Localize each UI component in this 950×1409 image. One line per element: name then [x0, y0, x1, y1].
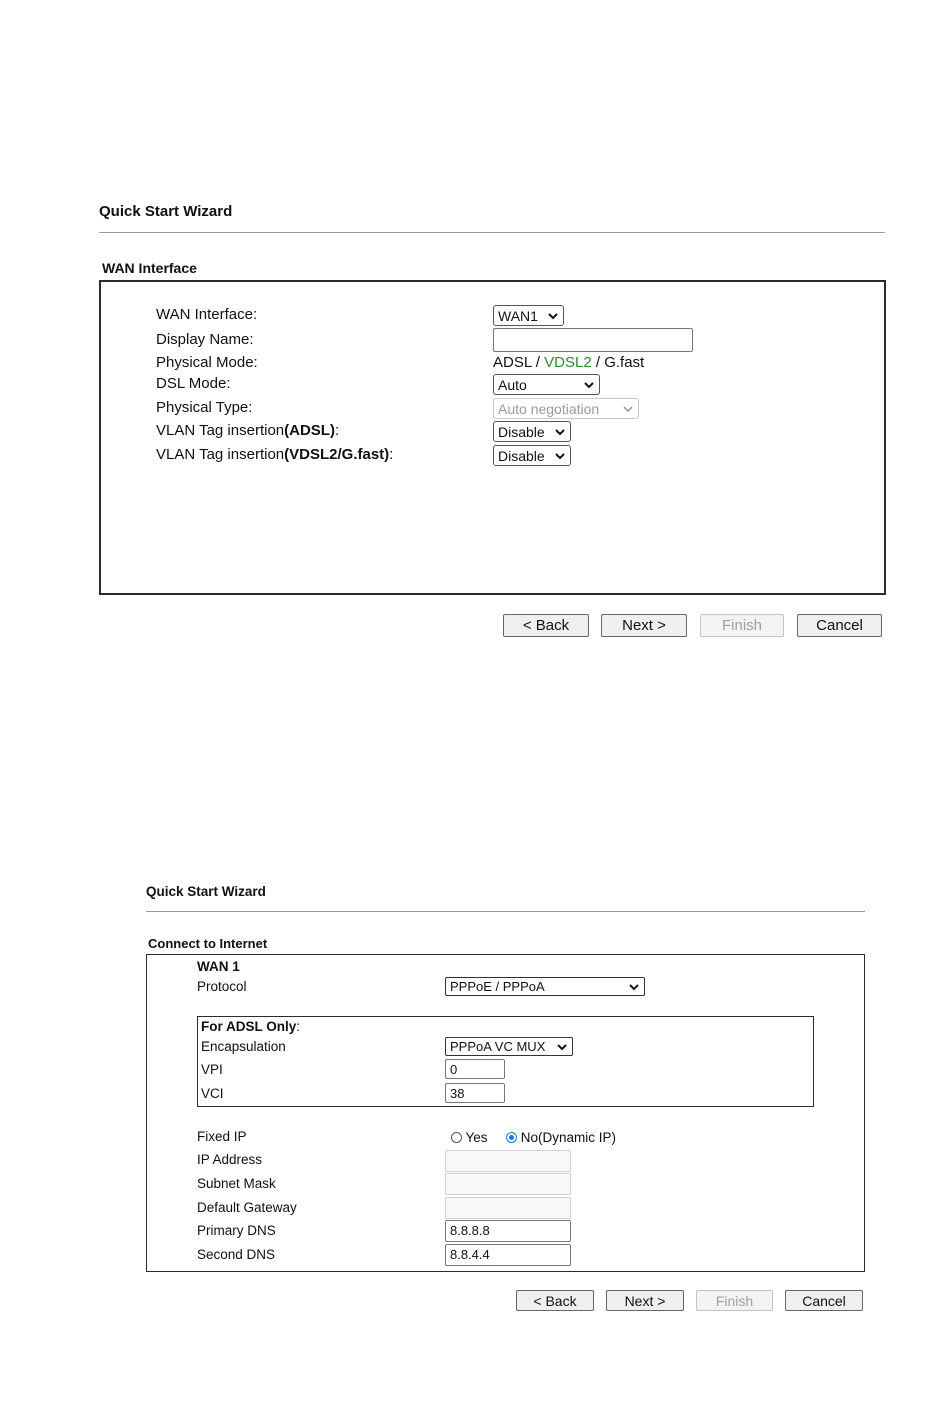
fixed-ip-yes-option[interactable]: Yes	[451, 1130, 488, 1145]
protocol-label: Protocol	[197, 979, 247, 994]
vci-label: VCI	[201, 1086, 224, 1101]
back-button[interactable]: < Back	[503, 614, 589, 637]
subnet-mask-label: Subnet Mask	[197, 1176, 276, 1191]
display-name-input[interactable]	[493, 328, 693, 352]
default-gateway-input	[445, 1197, 571, 1219]
wan-interface-select[interactable]: WAN1	[493, 305, 564, 326]
vlan-vdsl-label: VLAN Tag insertion(VDSL2/G.fast):	[156, 446, 394, 463]
subnet-mask-input	[445, 1173, 571, 1195]
vpi-label: VPI	[201, 1062, 223, 1077]
physical-mode-label: Physical Mode:	[156, 354, 258, 371]
vpi-input[interactable]: 0	[445, 1059, 505, 1079]
vci-input[interactable]: 38	[445, 1083, 505, 1103]
wan-interface-label: WAN Interface:	[156, 306, 258, 323]
chevron-down-icon	[547, 310, 559, 322]
wizard-title: Quick Start Wizard	[99, 203, 233, 220]
primary-dns-label: Primary DNS	[197, 1223, 276, 1238]
physical-mode-active: VDSL2	[544, 354, 592, 371]
chevron-down-icon	[554, 450, 566, 462]
second-dns-input[interactable]: 8.8.4.4	[445, 1244, 571, 1266]
wan1-label: WAN 1	[197, 959, 240, 974]
physical-mode-value: ADSL / VDSL2 / G.fast	[493, 354, 645, 371]
second-dns-label: Second DNS	[197, 1247, 276, 1262]
vlan-adsl-select[interactable]: Disable	[493, 421, 571, 442]
physical-type-label: Physical Type:	[156, 399, 253, 416]
fixed-ip-no-option[interactable]: No(Dynamic IP)	[506, 1130, 616, 1145]
vlan-vdsl-select[interactable]: Disable	[493, 445, 571, 466]
chevron-down-icon	[628, 981, 640, 993]
fixed-ip-label: Fixed IP	[197, 1129, 247, 1144]
chevron-down-icon	[622, 403, 634, 415]
finish-button: Finish	[700, 614, 784, 637]
chevron-down-icon	[556, 1041, 568, 1053]
primary-dns-input[interactable]: 8.8.8.8	[445, 1220, 571, 1242]
section-title-wan-interface: WAN Interface	[102, 260, 197, 276]
chevron-down-icon	[554, 426, 566, 438]
dsl-mode-select[interactable]: Auto	[493, 374, 600, 395]
title-divider	[146, 911, 865, 912]
title-divider	[99, 232, 885, 233]
radio-no-selected[interactable]	[506, 1132, 517, 1143]
encapsulation-label: Encapsulation	[201, 1039, 286, 1054]
section-title-connect: Connect to Internet	[148, 936, 268, 951]
cancel-button[interactable]: Cancel	[785, 1290, 863, 1311]
cancel-button[interactable]: Cancel	[797, 614, 882, 637]
ip-address-input	[445, 1150, 571, 1172]
display-name-label: Display Name:	[156, 331, 254, 348]
next-button[interactable]: Next >	[601, 614, 687, 637]
vlan-adsl-label: VLAN Tag insertion(ADSL):	[156, 422, 340, 439]
physical-type-select: Auto negotiation	[493, 398, 639, 419]
finish-button: Finish	[696, 1290, 773, 1311]
next-button[interactable]: Next >	[606, 1290, 684, 1311]
chevron-down-icon	[583, 379, 595, 391]
ip-address-label: IP Address	[197, 1152, 263, 1167]
radio-yes[interactable]	[451, 1132, 462, 1143]
encapsulation-select[interactable]: PPPoA VC MUX	[445, 1037, 573, 1056]
back-button[interactable]: < Back	[516, 1290, 594, 1311]
dsl-mode-label: DSL Mode:	[156, 375, 231, 392]
adsl-only-title: For ADSL Only:	[201, 1019, 301, 1034]
protocol-select[interactable]: PPPoE / PPPoA	[445, 977, 645, 996]
wizard-title: Quick Start Wizard	[146, 884, 266, 899]
default-gateway-label: Default Gateway	[197, 1200, 297, 1215]
